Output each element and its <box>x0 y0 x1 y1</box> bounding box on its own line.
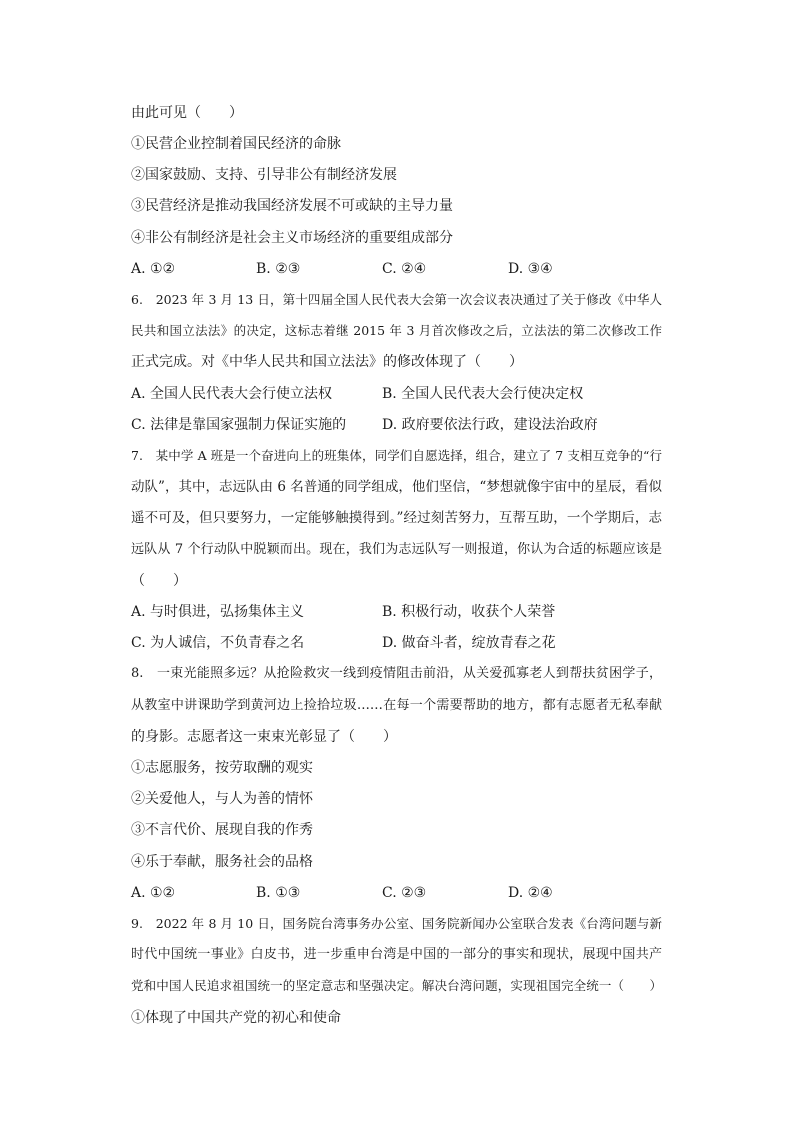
choice-statement: ①民营企业控制着国民经济的命脉 <box>131 136 341 152</box>
choice-statement: ④乐于奉献，服务社会的品格 <box>131 854 313 870</box>
option-d: D. 做奋斗者，绽放青春之花 <box>382 635 556 651</box>
choice-statement: ③不言代价、展现自我的作秀 <box>131 822 313 838</box>
question-stem: 由此可见（ ） <box>131 105 243 121</box>
choice-statement: ③民营经济是推动我国经济发展不可或缺的主导力量 <box>131 198 453 214</box>
choice-statement: ①体现了中国共产党的初心和使命 <box>131 1010 341 1026</box>
option-a: A. 全国人民代表大会行使立法权 <box>131 386 333 402</box>
question-7-stem: 7. 某中学 A 班是一个奋进向上的班集体，同学们自愿选择，组合，建立了 7 支相互竞争的“行 <box>131 448 662 463</box>
option-d: D. 政府要依法行政，建设法治政府 <box>382 417 598 433</box>
option-c: C. ②④ <box>382 261 427 277</box>
question-7-stem: （ ） <box>131 573 187 589</box>
option-d: D. ③④ <box>508 261 553 277</box>
choice-statement: ②国家鼓励、支持、引导非公有制经济发展 <box>131 167 397 183</box>
option-b: B. 积极行动，收获个人荣誉 <box>382 604 556 620</box>
question-6-stem: 正式完成。对《中华人民共和国立法法》的修改体现了（ ） <box>131 354 523 370</box>
question-7-stem: 遥不可及，但只要努力，一定能够触摸得到。”经过刻苦努力，互帮互助，一个学期后，志 <box>131 510 662 526</box>
question-8-stem: 从教室中讲课助学到黄河边上捡拾垃圾……在每一个需要帮助的地方，都有志愿者无私奉献 <box>131 698 662 713</box>
choice-statement: ②关爱他人，与人为善的情怀 <box>131 791 313 807</box>
question-7-stem: 动队”，其中，志远队由 6 名普通的同学组成，他们坚信，“梦想就像宇宙中的星辰，看似 <box>131 479 662 495</box>
question-7-stem: 远队从 7 个行动队中脱颖而出。现在，我们为志远队写一则报道，你认为合适的标题应该是 <box>131 542 662 557</box>
choice-statement: ④非公有制经济是社会主义市场经济的重要组成部分 <box>131 230 453 246</box>
option-a: A. ①② <box>131 261 176 277</box>
question-6-stem: 6. 2023 年 3 月 13 日，第十四届全国人民代表大会第一次会议表决通过了关于修改《中华人 <box>131 292 662 307</box>
choice-statement: ①志愿服务，按劳取酬的观实 <box>131 760 313 776</box>
question-9-stem: 党和中国人民追求祖国统一的坚定意志和坚强决定。解决台湾问题，实现祖国完全统一（ ） <box>131 978 662 993</box>
option-d: D. ②④ <box>508 885 553 901</box>
question-9-stem: 9. 2022 年 8 月 10 日，国务院台湾事务办公室、国务院新闻办公室联合发表《台湾问题与新 <box>131 916 662 931</box>
option-c: C. 法律是靠国家强制力保证实施的 <box>131 417 347 433</box>
option-a: A. ①② <box>131 885 176 901</box>
question-6-stem: 民共和国立法法》的决定，这标志着继 2015 年 3 月首次修改之后，立法法的第二次修改工作 <box>131 323 662 338</box>
option-a: A. 与时俱进，弘扬集体主义 <box>131 604 305 620</box>
option-c: C. ②③ <box>382 885 427 901</box>
question-8-stem: 8. 一束光能照多远？从抢险救灾一线到疫情阻击前沿，从关爱孤寡老人到帮扶贫困学子， <box>131 666 662 681</box>
option-b: B. ②③ <box>256 261 301 277</box>
option-c: C. 为人诚信，不负青春之名 <box>131 635 305 651</box>
option-b: B. ①③ <box>256 885 301 901</box>
option-b: B. 全国人民代表大会行使决定权 <box>382 386 584 402</box>
question-9-stem: 时代中国统一事业》白皮书，进一步重申台湾是中国的一部分的事实和现状，展现中国共产 <box>131 947 662 962</box>
question-8-stem: 的身影。志愿者这一束束光彰显了（ ） <box>131 729 397 745</box>
